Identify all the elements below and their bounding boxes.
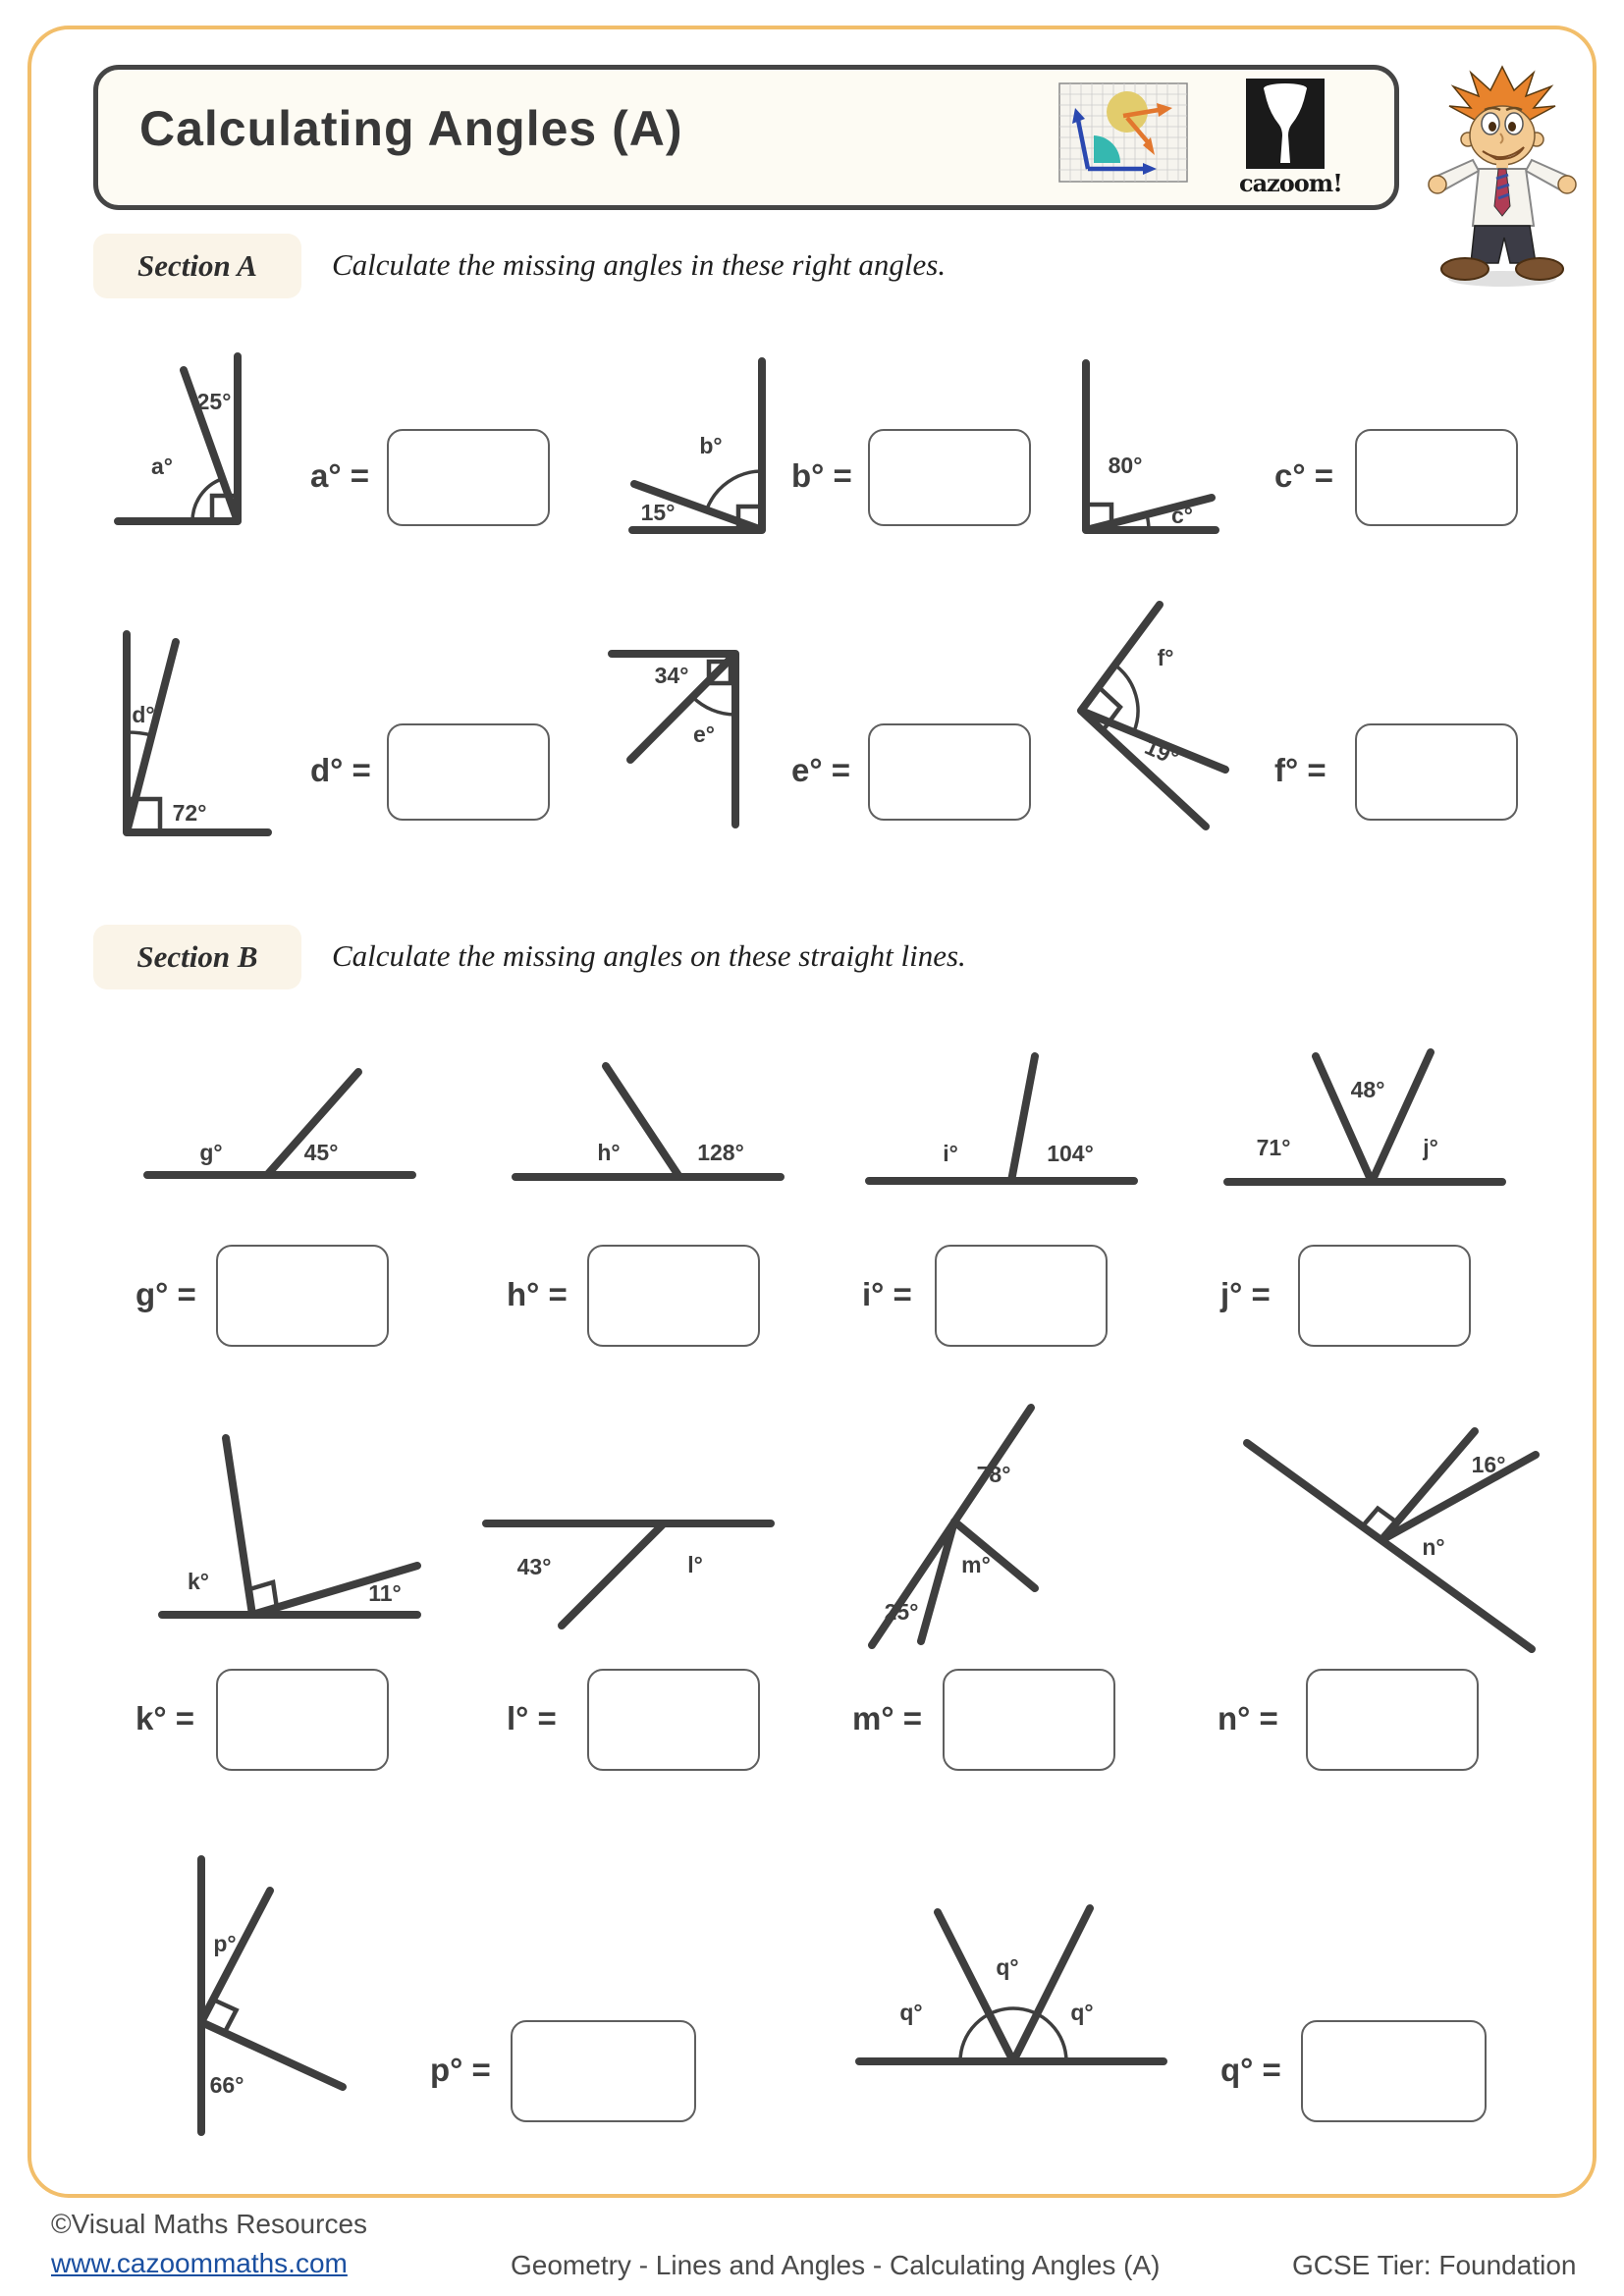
answer-box-l[interactable] <box>587 1669 760 1771</box>
answer-label-a: a° = <box>310 457 369 494</box>
angle-label-unknown: c° <box>1171 503 1193 528</box>
angle-label-given-top: 78° <box>976 1462 1011 1487</box>
figure-e <box>607 638 749 829</box>
figure-a <box>113 348 245 530</box>
angle-label-given: 80° <box>1108 453 1143 478</box>
angle-label-given: 16° <box>1471 1452 1506 1477</box>
drum-icon <box>1246 79 1325 169</box>
angle-label-unknown-right: q° <box>1070 2000 1094 2025</box>
angle-label-unknown: i° <box>943 1141 958 1166</box>
figure-n <box>1239 1425 1543 1656</box>
figure-j <box>1222 1042 1507 1190</box>
angles-chart-icon <box>1058 82 1188 183</box>
answer-box-n[interactable] <box>1306 1669 1479 1771</box>
figure-f-lines <box>1081 605 1225 827</box>
answer-label-n: n° = <box>1218 1700 1278 1736</box>
figure-m <box>862 1402 1044 1652</box>
angle-label-given-bottom: 25° <box>884 1599 919 1625</box>
drum-top <box>1264 83 1307 93</box>
answer-box-e[interactable] <box>868 723 1031 821</box>
answer-box-g[interactable] <box>216 1245 389 1347</box>
answer-box-i[interactable] <box>935 1245 1108 1347</box>
mascot-hand-right <box>1558 176 1576 193</box>
angle-label-given-top: 48° <box>1350 1077 1385 1102</box>
answer-label-d: d° = <box>310 752 371 788</box>
figure-c <box>1072 355 1219 537</box>
figure-j-lines <box>1227 1052 1502 1182</box>
figure-i-lines <box>869 1056 1134 1181</box>
figure-k <box>157 1428 422 1625</box>
angle-label-unknown: b° <box>699 433 723 458</box>
answer-box-h[interactable] <box>587 1245 760 1347</box>
figure-g-lines <box>147 1072 412 1175</box>
mascot-shoe-left <box>1441 258 1489 280</box>
angle-label-unknown-middle: q° <box>996 1954 1019 1980</box>
answer-box-f[interactable] <box>1355 723 1518 821</box>
angle-label-unknown: h° <box>597 1140 621 1165</box>
angle-label-given: 43° <box>516 1554 552 1579</box>
angle-label-given: 25° <box>196 389 232 414</box>
answer-label-b: b° = <box>791 457 852 494</box>
figure-b <box>628 351 766 538</box>
mascot-shoe-right <box>1516 258 1563 280</box>
figure-l <box>481 1510 776 1632</box>
angle-label-given: 45° <box>303 1140 339 1165</box>
page-title: Calculating Angles (A) <box>139 101 683 156</box>
answer-box-d[interactable] <box>387 723 550 821</box>
figure-f <box>1065 601 1237 836</box>
answer-label-l: l° = <box>507 1700 557 1736</box>
angle-label-unknown: l° <box>687 1552 703 1577</box>
footer-copyright: ©Visual Maths Resources <box>51 2209 368 2239</box>
answer-label-i: i° = <box>862 1276 912 1312</box>
angle-label-unknown: p° <box>213 1931 237 1956</box>
angle-label-given: 11° <box>368 1580 402 1606</box>
figure-h <box>511 1052 785 1185</box>
angle-label-given: 72° <box>172 800 207 826</box>
answer-label-k: k° = <box>135 1700 194 1736</box>
figure-g <box>142 1060 417 1183</box>
figure-q-lines <box>859 1908 1164 2061</box>
answer-label-m: m° = <box>852 1700 922 1736</box>
cazoom-logo <box>1239 79 1342 197</box>
angle-arc <box>707 471 762 510</box>
answer-box-a[interactable] <box>387 429 550 526</box>
angle-label-unknown: a° <box>151 454 173 479</box>
answer-label-c: c° = <box>1274 457 1333 494</box>
answer-box-c[interactable] <box>1355 429 1518 526</box>
angle-label-unknown: n° <box>1422 1534 1445 1560</box>
angle-label-unknown: j° <box>1423 1135 1438 1160</box>
angle-label-unknown: d° <box>132 702 155 727</box>
angle-label-unknown: e° <box>693 721 715 747</box>
angle-label-given: 34° <box>654 663 689 688</box>
angle-label-given-left: 71° <box>1256 1135 1291 1160</box>
mascot-pupil-right <box>1508 122 1516 132</box>
section-a-label: Section A <box>93 234 301 298</box>
angle-label-unknown: k° <box>188 1569 209 1594</box>
footer-website-link[interactable]: www.cazoommaths.com <box>51 2248 348 2278</box>
answer-label-q: q° = <box>1220 2052 1281 2088</box>
answer-box-m[interactable] <box>943 1669 1115 1771</box>
angle-label-unknown: f° <box>1157 645 1174 670</box>
figure-p <box>184 1853 380 2138</box>
angle-arc <box>692 697 735 715</box>
footer-subject: Geometry - Lines and Angles - Calculating Angles (A) <box>511 2250 1161 2280</box>
mascot-hand-left <box>1429 176 1446 193</box>
angle-arc <box>192 479 223 521</box>
angle-label-given: 15° <box>640 500 676 525</box>
mascot-character <box>1414 61 1591 292</box>
angle-label-given: 128° <box>697 1140 744 1165</box>
figure-i <box>864 1046 1139 1189</box>
answer-label-f: f° = <box>1274 752 1326 788</box>
answer-box-q[interactable] <box>1301 2020 1487 2122</box>
figure-q <box>854 1893 1168 2069</box>
answer-label-e: e° = <box>791 752 850 788</box>
answer-box-b[interactable] <box>868 429 1031 526</box>
angle-label-unknown: g° <box>199 1140 223 1165</box>
mascot-pupil-left <box>1489 122 1496 132</box>
angle-arc <box>1147 514 1149 530</box>
answer-label-g: g° = <box>135 1276 196 1312</box>
angle-label-unknown-left: q° <box>899 2000 923 2025</box>
brand-name: cazoom! <box>1239 169 1342 197</box>
angle-label-given: 104° <box>1047 1141 1094 1166</box>
footer-tier: GCSE Tier: Foundation <box>1292 2250 1577 2280</box>
section-a-instruction: Calculate the missing angles in these right angles. <box>332 247 947 282</box>
answer-box-k[interactable] <box>216 1669 389 1771</box>
answer-label-j: j° = <box>1220 1276 1271 1312</box>
section-b-instruction: Calculate the missing angles on these straight lines. <box>332 938 966 973</box>
answer-label-h: h° = <box>507 1276 568 1312</box>
angle-label-given: 19° <box>1141 733 1183 772</box>
mascot-pants <box>1471 226 1536 263</box>
figure-d <box>113 628 275 839</box>
answer-label-p: p° = <box>430 2052 491 2088</box>
section-b-label: Section B <box>93 925 301 989</box>
answer-box-j[interactable] <box>1298 1245 1471 1347</box>
angle-label-unknown: m° <box>961 1552 991 1577</box>
answer-box-p[interactable] <box>511 2020 696 2122</box>
angle-label-given: 66° <box>209 2072 244 2098</box>
